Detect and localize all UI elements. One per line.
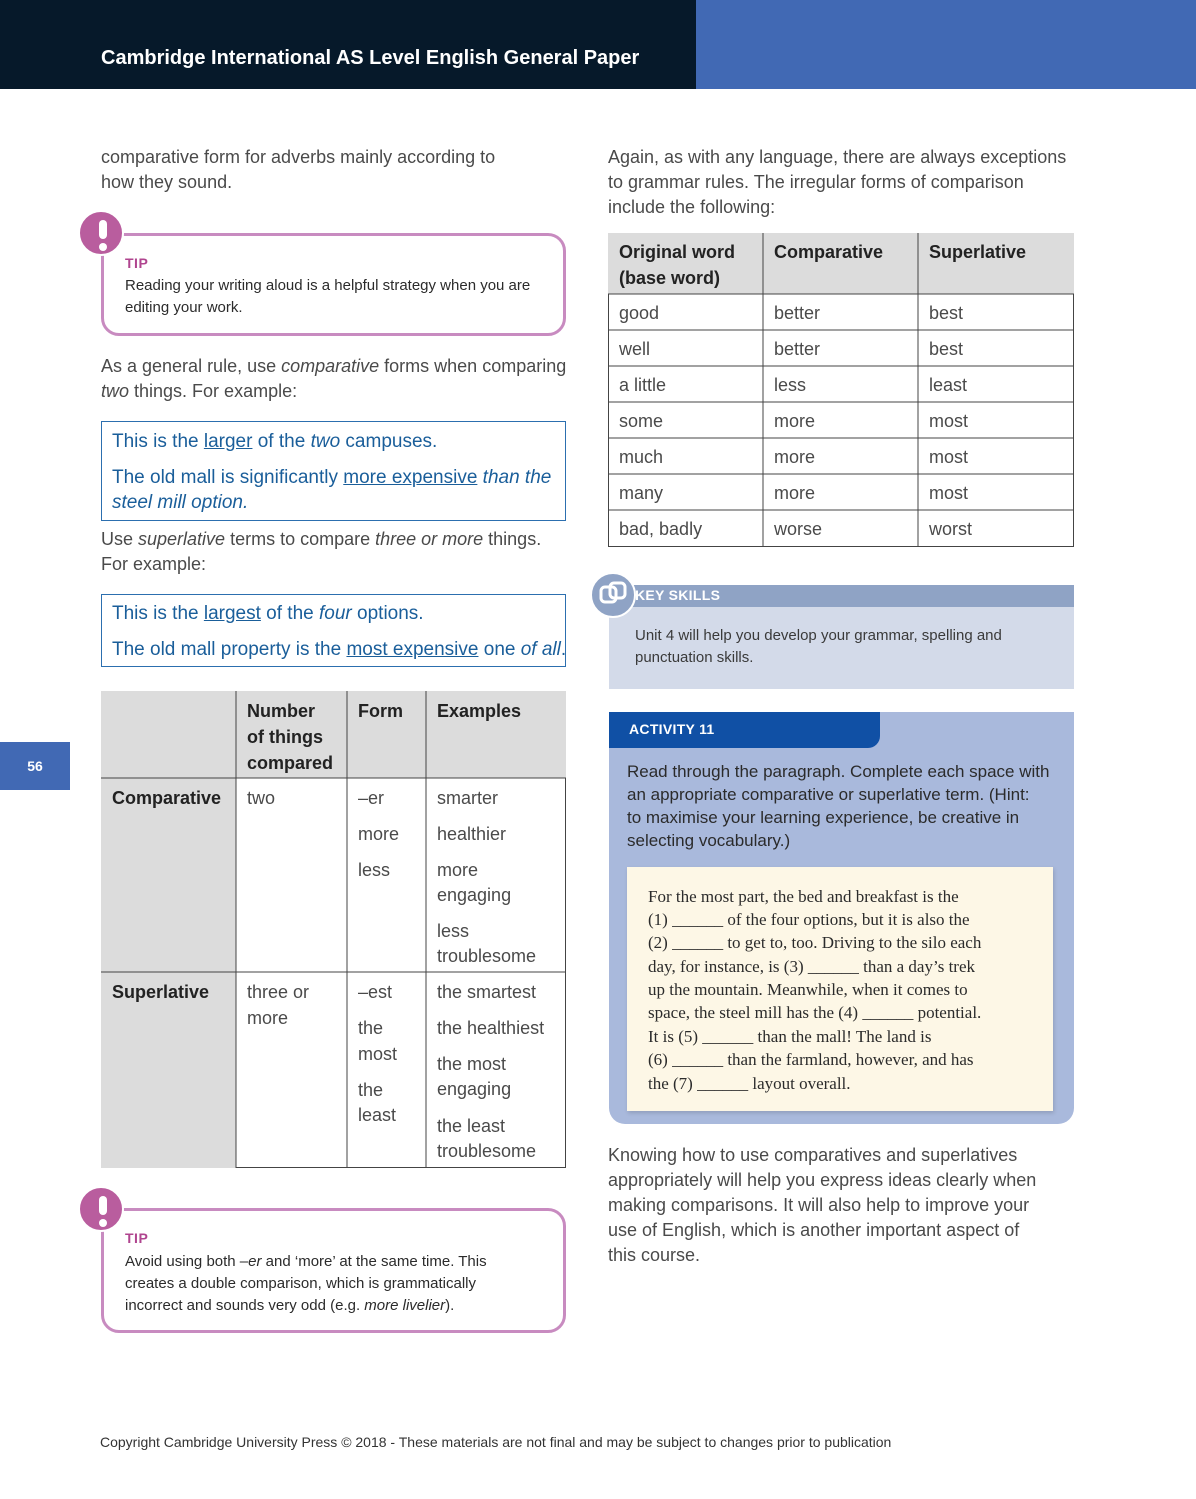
table-cell: worst [929, 519, 973, 539]
table-cell: most [929, 483, 969, 503]
table-cell: more [774, 411, 816, 431]
table-cell: the healthiest [437, 1018, 545, 1038]
example-line: This is the largest of the four options. [112, 603, 424, 624]
tip-label: TIP [125, 255, 149, 271]
left-intro-line: how they sound. [101, 172, 233, 192]
table-cell: healthier [437, 824, 507, 844]
key-skills-text: Unit 4 will help you develop your grammar, spelling and punctuation skills. [635, 627, 1002, 666]
table-cell: good [619, 303, 660, 323]
paragraph-line: up the mountain. Meanwhile, when it comes to [648, 980, 968, 999]
table-cell: –est [358, 982, 393, 1002]
activity-instructions: Read through the paragraph. Complete each space with an appropriate comparative or superlative term. (Hint: to maximise your learning experience, be creative in selecting vocabulary.) [627, 762, 1050, 850]
table-header: Original word (base word) [619, 242, 736, 288]
exclamation-icon [78, 210, 124, 256]
table-row-label: Comparative [112, 788, 222, 808]
table-cell: best [929, 303, 964, 323]
table-cell: least [929, 375, 968, 395]
table-row-label: Superlative [112, 982, 210, 1002]
table-header-form: Form [358, 701, 403, 721]
paragraph-line: (6) ______ than the farmland, however, and has [648, 1050, 974, 1069]
table-cell: more [774, 447, 816, 467]
table-cell: engaging [437, 1079, 512, 1099]
table-cell: better [774, 339, 821, 359]
paragraph-line: It is (5) ______ than the mall! The land is [648, 1027, 932, 1046]
table-cell: –er [358, 788, 385, 808]
table-cell: well [619, 339, 651, 359]
table-cell: bad, badly [619, 519, 703, 539]
table-cell: less [358, 860, 391, 880]
table-cell: less [437, 921, 470, 941]
table-cell: two [247, 788, 276, 808]
table-cell: more [437, 860, 479, 880]
table-cell: much [619, 447, 664, 467]
link-icon [590, 572, 636, 618]
closing-paragraph: Knowing how to use comparatives and superlatives appropriately will help you express ideas clearly when making comparisons. It will also help to improve your use of English, which is another important aspect of this course. [608, 1145, 1037, 1265]
table-header-examples: Examples [437, 701, 522, 721]
paragraph-line: space, the steel mill has the (4) ______ potential. [648, 1003, 982, 1022]
table-cell: smarter [437, 788, 499, 808]
irregular-forms-table [608, 233, 1074, 547]
table-cell: least [358, 1105, 397, 1125]
example-line: This is the larger of the two campuses. [112, 431, 438, 452]
table-cell: less [774, 375, 807, 395]
table-cell: most [929, 447, 969, 467]
left-intro [101, 145, 495, 195]
tip-label: TIP [125, 1230, 149, 1246]
table-cell: more [774, 483, 816, 503]
table-header: Superlative [929, 242, 1027, 262]
table-cell: best [929, 339, 964, 359]
key-skills-label: KEY SKILLS [635, 587, 721, 603]
paragraph-line: the (7) ______ layout overall. [648, 1074, 851, 1093]
example-line: The old mall property is the most expensive one of all. [112, 639, 567, 660]
table-cell: better [774, 303, 821, 323]
tip-line: Reading your writing aloud is a helpful strategy when you are [125, 277, 531, 294]
table-cell: most [929, 411, 969, 431]
table-header: Comparative [774, 242, 884, 262]
exclamation-icon [78, 1186, 124, 1232]
activity-paragraph [627, 867, 1053, 1111]
tip-line: editing your work. [125, 299, 243, 316]
table-cell: some [619, 411, 664, 431]
paragraph-line: For the most part, the bed and breakfast is the [648, 887, 959, 906]
superlative-rule: Use superlative terms to compare three or more things. For example: [101, 529, 542, 574]
page-number: 56 [0, 742, 70, 790]
table-cell: more [358, 824, 400, 844]
paragraph-line: day, for instance, is (3) ______ than a day’s trek [648, 957, 976, 976]
tip-text [125, 275, 530, 319]
comparative-rule: As a general rule, use comparative forms when comparing two things. For example: [101, 356, 567, 401]
activity-label: ACTIVITY 11 [629, 721, 715, 737]
header-accent [696, 0, 1196, 89]
book-title: Cambridge International AS Level English General Paper [101, 47, 640, 69]
copyright-footer: Copyright Cambridge University Press © 2018 - These materials are not final and may be subject to changes prior to publication [100, 1434, 892, 1450]
header-bar [0, 0, 696, 89]
table-cell: the least [437, 1116, 506, 1136]
paragraph-line: (2) ______ to get to, too. Driving to the silo each [648, 933, 982, 952]
comparison-form-table [101, 691, 566, 1168]
table-cell: worse [774, 519, 823, 539]
right-intro: Again, as with any language, there are always exceptions to grammar rules. The irregular forms of comparison include the following: [608, 147, 1067, 217]
table-cell: most [358, 1044, 398, 1064]
table-cell: the smartest [437, 982, 537, 1002]
table-cell: engaging [437, 885, 512, 905]
table-cell: troublesome [437, 1141, 537, 1161]
table-cell: a little [619, 375, 667, 395]
tip-text: Avoid using both –er and ‘more’ at the same time. This creates a double comparison, which is grammatically incorrect and sounds very odd (e.g. more livelier). [125, 1253, 487, 1314]
left-intro-line: comparative form for adverbs mainly according to [101, 147, 496, 167]
paragraph-line: (1) ______ of the four options, but it is also the [648, 910, 970, 929]
table-cell: many [619, 483, 664, 503]
example-line: steel mill option. [112, 492, 249, 513]
table-cell: the [358, 1018, 384, 1038]
table-cell: three or [247, 982, 310, 1002]
table-cell: more [247, 1008, 289, 1028]
table-cell: the [358, 1080, 384, 1100]
table-header-number: Number of things compared [247, 701, 334, 773]
table-cell: the most [437, 1054, 507, 1074]
example-line: The old mall is significantly more expensive than the [112, 467, 552, 488]
table-cell: troublesome [437, 946, 537, 966]
